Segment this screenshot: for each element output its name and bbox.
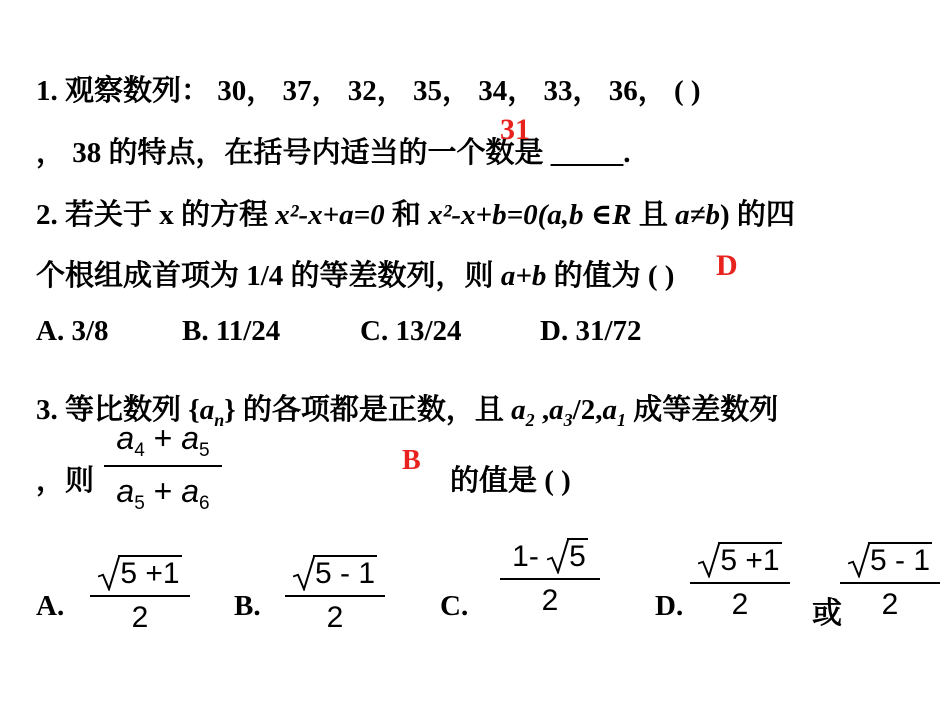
opt-d1-numerator <box>690 542 790 578</box>
num-a-2: a <box>181 420 200 456</box>
q1-line1: 1. 观察数列： 30， 37， 32， 35， 34， 33， 36， ( ) <box>36 75 701 107</box>
opt-b-denominator: 2 <box>326 601 344 634</box>
opt-c-one-minus: 1- <box>512 540 548 573</box>
q3-option-b <box>285 555 385 635</box>
q3-option-d-second <box>840 542 940 622</box>
q3-option-d-label: D. <box>655 590 684 622</box>
q2-line2-text-b: 的值为 ( ) <box>546 260 675 292</box>
q1-line2-b: 一个数是 _____. <box>427 137 631 169</box>
q3-text-c: , <box>534 394 550 426</box>
opt-c-denominator: 2 <box>541 584 559 617</box>
q3-option-c-label: C. <box>440 590 469 622</box>
opt-b-radicand: 5 - 1 <box>314 557 376 590</box>
opt-c-numerator <box>500 538 600 574</box>
q3-answer: B <box>402 445 421 476</box>
opt-a-denominator: 2 <box>131 601 149 634</box>
opt-d1-denominator: 2 <box>731 588 749 621</box>
q3-ratio-bar <box>104 465 222 467</box>
den-a-2: a <box>181 473 200 509</box>
den-a: a <box>116 473 135 509</box>
q3-option-c <box>500 538 600 618</box>
q3-text-b: } 的各项都是正数，且 <box>224 394 512 426</box>
q3-a3: a <box>549 394 564 426</box>
opt-d1-radicand: 5 +1 <box>720 544 780 577</box>
opt-a-bar <box>90 595 190 597</box>
q3-a1-sub: 1 <box>616 409 626 430</box>
num-a: a <box>116 420 135 456</box>
q3-option-d-or: 或 <box>812 597 842 630</box>
q3-text-e: 成等差数列 <box>625 394 779 426</box>
q2-line2-text: 个根组成首项为 1/4 的等差数列，则 <box>36 260 501 292</box>
q2-equation-2: x²-x+b=0(a,b ∈R <box>428 199 632 231</box>
q3-a2-sub: 2 <box>525 409 535 430</box>
q2-line1 <box>36 192 795 233</box>
q3-ratio-numerator <box>104 420 222 462</box>
q3-line2-prefix: ，则 <box>36 465 95 497</box>
q3-seq-n: n <box>214 409 225 430</box>
q3-ratio-fraction <box>104 420 222 515</box>
q3-text-d: /2, <box>572 394 603 426</box>
opt-d1-bar <box>690 582 790 584</box>
q2-text-a: 2. 若关于 x 的方程 <box>36 199 276 231</box>
q3-option-d-first <box>690 542 790 622</box>
q1-line2 <box>36 130 631 171</box>
q3-a2: a <box>511 394 526 426</box>
opt-a-numerator <box>90 555 190 591</box>
q2-answer: D <box>716 249 738 282</box>
q2-option-d: D. 31/72 <box>540 315 642 347</box>
q2-sum-expr: a+b <box>500 260 547 292</box>
q2-option-b: B. 11/24 <box>182 315 281 347</box>
num-sub-4: 4 <box>134 440 145 461</box>
q2-text-c: 且 <box>631 199 676 231</box>
opt-c-bar <box>500 578 600 580</box>
den-sub-5: 5 <box>134 493 145 514</box>
q2-option-a: A. 3/8 <box>36 315 109 347</box>
opt-d2-bar <box>840 582 940 584</box>
q3-seq-a: a <box>199 394 215 426</box>
den-plus: + <box>144 473 182 509</box>
q2-option-c: C. 13/24 <box>360 315 462 347</box>
q3-option-a <box>90 555 190 635</box>
den-sub-6: 6 <box>199 493 210 514</box>
q3-line2-suffix: 的值是 ( ) <box>450 465 571 497</box>
opt-c-radicand: 5 <box>569 540 586 573</box>
opt-d2-radicand: 5 - 1 <box>869 544 931 577</box>
opt-b-bar <box>285 595 385 597</box>
q3-option-b-label: B. <box>234 590 261 622</box>
opt-b-numerator <box>285 555 385 591</box>
opt-d2-numerator <box>840 542 940 578</box>
num-sub-5: 5 <box>199 440 210 461</box>
q3-ratio-denominator <box>104 473 222 515</box>
q3-text-a: 3. 等比数列 { <box>36 394 200 426</box>
q2-equation-1: x²-x+a=0 <box>275 199 385 231</box>
q3-a3-sub: 3 <box>563 409 573 430</box>
num-plus: + <box>144 420 182 456</box>
opt-d2-denominator: 2 <box>881 588 899 621</box>
q1-line2-a: ， 38 的特点，在括号内适当的 <box>36 137 428 169</box>
q3-a1: a <box>602 394 617 426</box>
q1-answer: 31 <box>500 113 530 146</box>
q2-line2 <box>36 253 674 294</box>
opt-a-radicand: 5 +1 <box>120 557 180 590</box>
q2-text-d: ) 的四 <box>720 199 795 231</box>
q2-condition: a≠b <box>675 199 720 231</box>
q2-text-b: 和 <box>384 199 429 231</box>
q3-option-a-label: A. <box>36 590 65 622</box>
